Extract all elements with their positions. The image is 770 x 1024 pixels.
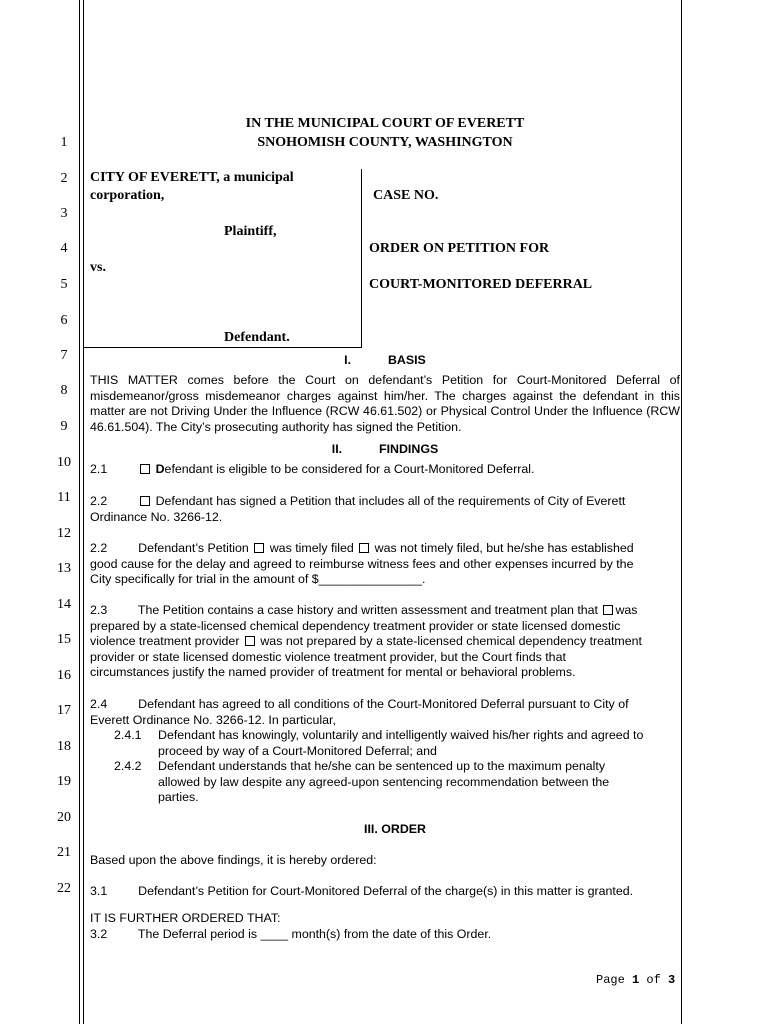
line-number: 4 xyxy=(60,241,68,256)
finding-number: 2.2 xyxy=(90,494,108,508)
checkbox-plan-not-prepared[interactable] xyxy=(245,636,255,646)
plaintiff-name: CITY OF EVERETT, a municipal xyxy=(90,170,294,185)
finding-text: Defendant’s Petition xyxy=(138,541,249,555)
section-heading-findings xyxy=(100,442,670,456)
current-page: 1 xyxy=(632,973,640,987)
line-number: 22 xyxy=(57,881,71,896)
page-number xyxy=(596,973,675,987)
page-word: Page xyxy=(596,973,625,987)
line-number: 13 xyxy=(57,561,71,576)
order-3-1 xyxy=(90,884,680,900)
checkbox-eligible[interactable] xyxy=(140,464,150,474)
order-intro: Based upon the above findings, it is hereby ordered: xyxy=(90,853,377,867)
section-title: FINDINGS xyxy=(379,442,439,456)
line-number: 14 xyxy=(57,597,71,612)
line-number: 9 xyxy=(60,419,68,434)
line-number: 10 xyxy=(57,455,71,470)
order-title-line2: COURT-MONITORED DEFERRAL xyxy=(369,277,593,292)
versus-label: vs. xyxy=(90,260,106,275)
finding-text: prepared by a state-licensed chemical dependency treatment provider or state licensed domestic xyxy=(90,618,621,633)
finding-number: 2.4.2 xyxy=(114,759,142,773)
defendant-label: Defendant. xyxy=(224,330,290,345)
finding-number: 2.3 xyxy=(90,603,108,617)
finding-text: violence treatment provider xyxy=(90,634,240,649)
order-3-2 xyxy=(90,927,680,943)
line-number: 18 xyxy=(57,739,71,754)
order-title-line1: ORDER ON PETITION FOR xyxy=(369,241,550,256)
order-text: The Deferral period is ____ month(s) from the date of this Order. xyxy=(137,927,492,941)
finding-text: proceed by way of a Court-Monitored Deferral; and xyxy=(158,743,437,758)
line-number: 6 xyxy=(60,313,68,328)
line-number: 5 xyxy=(60,277,68,292)
finding-2-1 xyxy=(90,462,680,478)
section-number: I. xyxy=(344,353,352,367)
finding-text: was xyxy=(615,603,638,617)
line-number: 1 xyxy=(60,135,68,150)
finding-2-4 xyxy=(90,697,680,728)
finding-number: 2.4.1 xyxy=(114,728,142,742)
order-number: 3.2 xyxy=(90,927,108,941)
order-text: Defendant’s Petition for Court-Monitored Deferral of the charge(s) in this matter is granted. xyxy=(138,884,634,898)
finding-text: efendant is eligible to be considered for a Court-Monitored Deferral. xyxy=(164,462,535,476)
checkbox-timely-filed[interactable] xyxy=(254,543,264,553)
line-number: 15 xyxy=(57,632,71,647)
line-number: 20 xyxy=(57,810,71,825)
finding-text: Defendant has signed a Petition that includes all of the requirements of City of Everett xyxy=(155,494,626,508)
further-ordered-label: IT IS FURTHER ORDERED THAT: xyxy=(90,911,281,925)
section-number: II. xyxy=(331,442,343,456)
finding-text: parties. xyxy=(158,790,199,805)
finding-text: was not timely filed, but he/she has established xyxy=(374,541,634,555)
line-number: 7 xyxy=(60,348,68,363)
plaintiff-label: Plaintiff, xyxy=(224,224,277,239)
finding-2-4-2 xyxy=(114,759,680,806)
finding-number: 2.2 xyxy=(90,541,108,555)
total-pages: 3 xyxy=(668,973,676,987)
line-number: 12 xyxy=(57,526,71,541)
finding-text: Ordinance No. 3266-12. xyxy=(90,509,223,524)
finding-2-2-petition xyxy=(90,494,680,525)
order-number: 3.1 xyxy=(90,884,108,898)
line-number: 19 xyxy=(57,774,71,789)
checkbox-not-timely-filed[interactable] xyxy=(359,543,369,553)
finding-2-3 xyxy=(90,603,680,681)
court-county: SNOHOMISH COUNTY, WASHINGTON xyxy=(257,135,513,150)
right-margin-rule xyxy=(681,0,682,1024)
line-number: 3 xyxy=(60,206,68,221)
court-name: IN THE MUNICIPAL COURT OF EVERETT xyxy=(245,116,525,131)
finding-2-4-1 xyxy=(114,728,680,759)
finding-text: good cause for the delay and agreed to reimburse witness fees and other expenses incurred by the xyxy=(90,556,634,571)
basis-paragraph: THIS MATTER comes before the Court on defendant’s Petition for Court-Monitored Deferral of misdemeanor/gross misdemeanor charges against him/her. The charges against the defendant in this matter are not Driving Under the Influence (RCW 46.61.502) or Physical Control Under the Influence (RCW 46.61.504). The City’s prosecuting authority has signed the Petition. xyxy=(90,373,680,434)
left-margin-rule-inner xyxy=(83,0,84,1024)
case-number-label: CASE NO. xyxy=(373,188,439,203)
caption-divider xyxy=(361,169,362,347)
dropcap-letter: D xyxy=(155,462,165,476)
line-number: 17 xyxy=(57,703,71,718)
line-number: 8 xyxy=(60,383,68,398)
plaintiff-name-cont: corporation, xyxy=(90,188,165,203)
finding-number: 2.4 xyxy=(90,697,108,711)
finding-text: allowed by law despite any agreed-upon sentencing recommendation between the xyxy=(158,774,610,789)
section-title: BASIS xyxy=(387,353,426,367)
of-word: of xyxy=(646,973,661,987)
finding-text: Defendant has knowingly, voluntarily and intelligently waived his/her rights and agreed to xyxy=(158,728,644,742)
line-number: 21 xyxy=(57,845,71,860)
finding-text: Defendant understands that he/she can be sentenced up to the maximum penalty xyxy=(158,759,606,773)
line-number: 11 xyxy=(57,490,71,505)
finding-text: The Petition contains a case history and written assessment and treatment plan that xyxy=(137,603,598,617)
finding-text: Defendant has agreed to all conditions of the Court-Monitored Deferral pursuant to City of xyxy=(138,697,629,711)
finding-text: City specifically for trial in the amount of $_______________. xyxy=(90,572,426,587)
finding-number: 2.1 xyxy=(90,462,108,476)
finding-text: circumstances justify the named provider of treatment for mental or behavioral problems. xyxy=(90,665,576,680)
checkbox-petition-signed[interactable] xyxy=(140,496,150,506)
checkbox-plan-was-prepared[interactable] xyxy=(603,605,613,615)
finding-text: provider or state licensed domestic violence treatment provider, but the Court finds that xyxy=(90,649,566,664)
caption-bottom-rule xyxy=(84,347,362,348)
finding-text: was timely filed xyxy=(269,541,354,555)
left-margin-rule-outer xyxy=(79,0,80,1024)
line-number: 16 xyxy=(57,668,71,683)
finding-text: Everett Ordinance No. 3266-12. In particular, xyxy=(90,712,336,727)
finding-2-2-timeliness xyxy=(90,541,680,588)
section-heading-order: III. ORDER xyxy=(364,822,426,836)
line-number: 2 xyxy=(60,171,68,186)
finding-text: was not prepared by a state-licensed chemical dependency treatment xyxy=(260,634,642,649)
section-heading-basis xyxy=(100,353,670,367)
